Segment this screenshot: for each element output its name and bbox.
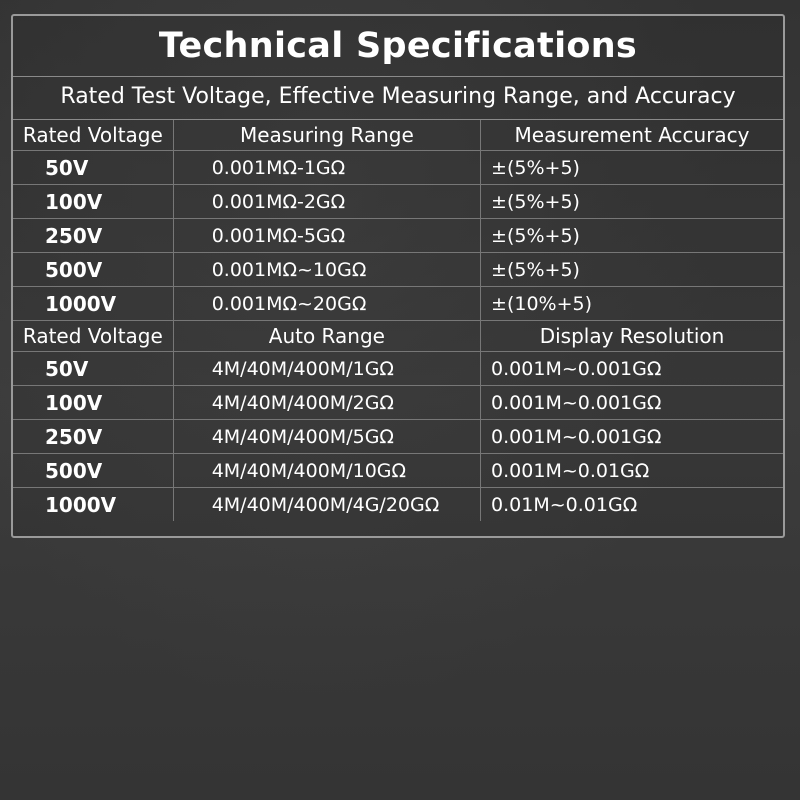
header-auto-range: Auto Range <box>173 321 480 352</box>
rated-voltage-cell: 1000V <box>13 488 173 522</box>
table-row <box>13 253 783 287</box>
rated-voltage-cell: 50V <box>13 352 173 386</box>
accuracy-cell: ±(5%+5) <box>481 219 783 253</box>
rated-voltage-cell: 500V <box>13 253 173 287</box>
measuring-range-cell: 0.001MΩ-2GΩ <box>173 185 480 219</box>
rated-voltage-cell: 100V <box>13 185 173 219</box>
header-measurement-accuracy: Measurement Accuracy <box>514 123 750 147</box>
resolution-cell: 0.001M~0.001GΩ <box>481 352 783 386</box>
accuracy-cell: ±(5%+5) <box>481 185 783 219</box>
auto-range-cell: 4M/40M/400M/10GΩ <box>173 454 480 488</box>
header-display-resolution: Display Resolution <box>481 321 783 352</box>
header-rated-voltage: Rated Voltage <box>13 321 173 352</box>
table-row <box>13 219 783 253</box>
table-row <box>13 151 783 185</box>
table-row <box>13 185 783 219</box>
measuring-range-cell: 0.001MΩ~20GΩ <box>173 287 480 321</box>
table-header-row <box>13 120 783 151</box>
auto-range-cell: 4M/40M/400M/4G/20GΩ <box>173 488 480 522</box>
measuring-range-cell: 0.001MΩ-1GΩ <box>173 151 480 185</box>
rated-voltage-cell: 50V <box>13 151 173 185</box>
spec-table <box>13 120 783 521</box>
measuring-range-cell: 0.001MΩ~10GΩ <box>173 253 480 287</box>
header-measuring-range: Measuring Range <box>173 120 480 151</box>
resolution-cell: 0.001M~0.01GΩ <box>481 454 783 488</box>
measuring-range-cell: 0.001MΩ-5GΩ <box>173 219 480 253</box>
table-row <box>13 488 783 522</box>
table-row <box>13 420 783 454</box>
auto-range-cell: 4M/40M/400M/1GΩ <box>173 352 480 386</box>
accuracy-cell: ±(5%+5) <box>481 151 783 185</box>
resolution-cell: 0.001M~0.001GΩ <box>481 386 783 420</box>
table-row <box>13 386 783 420</box>
rated-voltage-cell: 250V <box>13 420 173 454</box>
table-row <box>13 287 783 321</box>
rated-voltage-cell: 500V <box>13 454 173 488</box>
resolution-cell: 0.01M~0.01GΩ <box>481 488 783 522</box>
rated-voltage-cell: 100V <box>13 386 173 420</box>
rated-voltage-cell: 250V <box>13 219 173 253</box>
table-row <box>13 454 783 488</box>
accuracy-cell: ±(10%+5) <box>481 287 783 321</box>
auto-range-cell: 4M/40M/400M/5GΩ <box>173 420 480 454</box>
spec-panel <box>11 14 785 538</box>
header-rated-voltage: Rated Voltage <box>13 120 173 151</box>
table-row <box>13 352 783 386</box>
table-header-row <box>13 321 783 352</box>
auto-range-cell: 4M/40M/400M/2GΩ <box>173 386 480 420</box>
page-subtitle: Rated Test Voltage, Effective Measuring Range, and Accuracy <box>13 77 783 120</box>
rated-voltage-cell: 1000V <box>13 287 173 321</box>
page-title: Technical Specifications <box>13 16 783 77</box>
accuracy-cell: ±(5%+5) <box>481 253 783 287</box>
resolution-cell: 0.001M~0.001GΩ <box>481 420 783 454</box>
